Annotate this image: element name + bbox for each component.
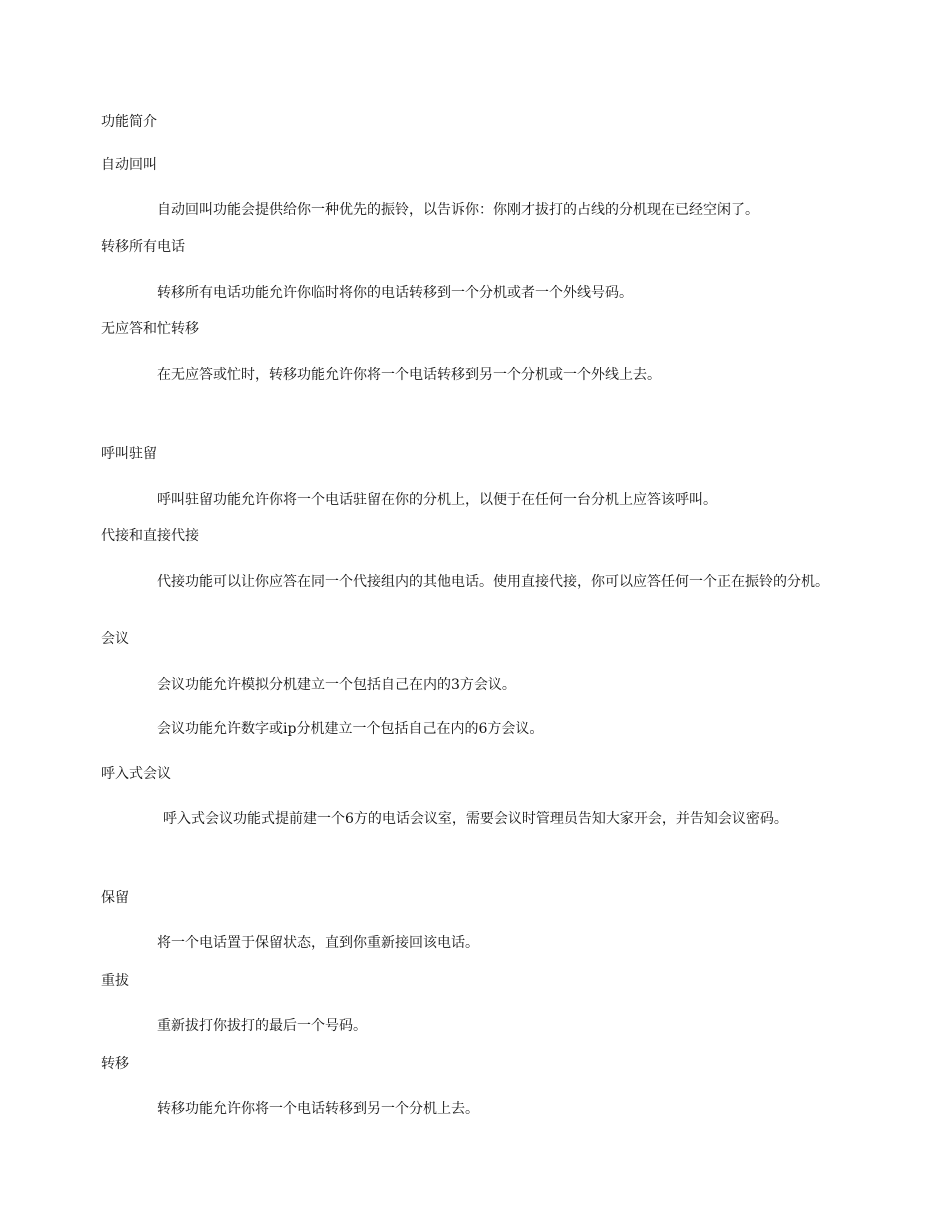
section-paragraph-transfer: 转移功能允许你将一个电话转移到另一个分机上去。	[157, 1101, 479, 1117]
section-paragraph-hold: 将一个电话置于保留状态，直到你重新接回该电话。	[157, 935, 479, 951]
section-heading-pickup: 代接和直接代接	[101, 528, 199, 544]
section-heading-conference: 会议	[101, 631, 129, 647]
section-paragraph-auto-callback: 自动回叫功能会提供给你一种优先的振铃，以告诉你：你刚才拔打的占线的分机现在已经空闲了。	[157, 202, 759, 218]
section-paragraph-call-park: 呼叫驻留功能允许你将一个电话驻留在你的分机上，以便于在任何一台分机上应答该呼叫。	[157, 492, 717, 508]
section-heading-auto-callback: 自动回叫	[101, 157, 157, 173]
section-paragraph-forward-all: 转移所有电话功能允许你临时将你的电话转移到一个分机或者一个外线号码。	[157, 285, 633, 301]
section-heading-call-park: 呼叫驻留	[101, 446, 157, 462]
section-paragraph-no-answer-busy-forward: 在无应答或忙时，转移功能允许你将一个电话转移到另一个分机或一个外线上去。	[157, 367, 661, 383]
section-heading-hold: 保留	[101, 890, 129, 906]
section-paragraph-meet-me-conference: 呼入式会议功能式提前建一个6方的电话会议室，需要会议时管理员告知大家开会，并告知会议密码。	[163, 811, 788, 827]
section-paragraph-redial: 重新拔打你拔打的最后一个号码。	[157, 1018, 367, 1034]
section-heading-forward-all: 转移所有电话	[101, 239, 185, 255]
section-heading-no-answer-busy-forward: 无应答和忙转移	[101, 321, 199, 337]
section-paragraph-conference-digital: 会议功能允许数字或ip分机建立一个包括自己在内的6方会议。	[157, 721, 544, 737]
section-paragraph-conference-analog: 会议功能允许模拟分机建立一个包括自己在内的3方会议。	[157, 677, 516, 693]
document-title: 功能简介	[101, 114, 157, 130]
section-heading-meet-me-conference: 呼入式会议	[101, 766, 171, 782]
section-heading-transfer: 转移	[101, 1056, 129, 1072]
section-paragraph-pickup: 代接功能可以让你应答在同一个代接组内的其他电话。使用直接代接，你可以应答任何一个正在振铃的分机。	[157, 574, 829, 590]
section-heading-redial: 重拔	[101, 973, 129, 989]
